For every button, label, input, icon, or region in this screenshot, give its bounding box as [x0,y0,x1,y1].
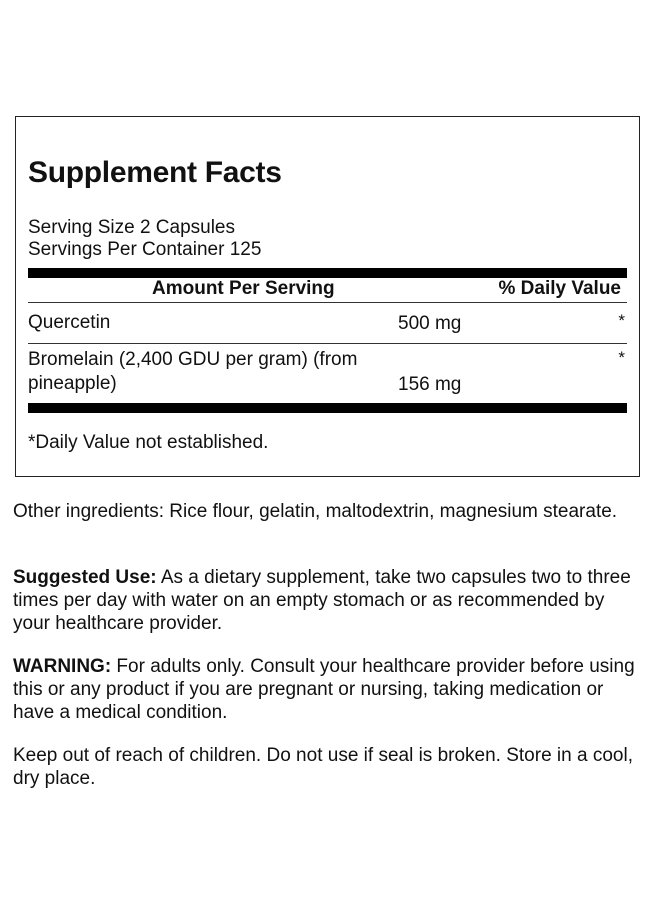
ingredient-amount: 156 mg [398,374,462,395]
other-ingredients: Other ingredients: Rice flour, gelatin, maltodextrin, magnesium stearate. [13,501,618,522]
facts-header-row [28,277,627,301]
ingredient-name: Quercetin [28,312,111,333]
servings-per-container: Servings Per Container 125 [28,239,262,260]
amount-per-serving-header: Amount Per Serving [152,278,335,299]
warning-text: For adults only. Consult your healthcare provider before using this or any product if you are pregnant or nursing, taking medication or have a medical condition. [13,656,635,723]
divider [28,302,627,303]
facts-title: Supplement Facts [28,156,282,189]
ingredient-daily-value: * [618,311,625,330]
suggested-use-text: As a dietary supplement, take two capsules two to three times per day with water on an empty stomach or as recommended by your healthcare provider. [13,567,631,634]
ingredient-name: Bromelain (2,400 GDU per gram) (from pineapple) [28,349,358,394]
suggested-use-label: Suggested Use: [13,567,157,588]
daily-value-header: % Daily Value [498,278,621,299]
ingredient-row [28,311,627,339]
serving-size: Serving Size 2 Capsules [28,217,235,238]
warning-label: WARNING: [13,656,112,677]
daily-value-footnote: *Daily Value not established. [28,432,269,453]
storage-note: Keep out of reach of children. Do not use if seal is broken. Store in a cool, dry place. [13,745,633,789]
ingredient-amount: 500 mg [398,313,462,334]
divider [28,343,627,344]
ingredient-daily-value: * [618,348,625,367]
supplement-facts-panel [15,116,640,477]
ingredient-row [28,348,627,400]
suggested-use [13,566,643,635]
warning [13,655,643,724]
thick-divider-bottom [28,403,627,413]
